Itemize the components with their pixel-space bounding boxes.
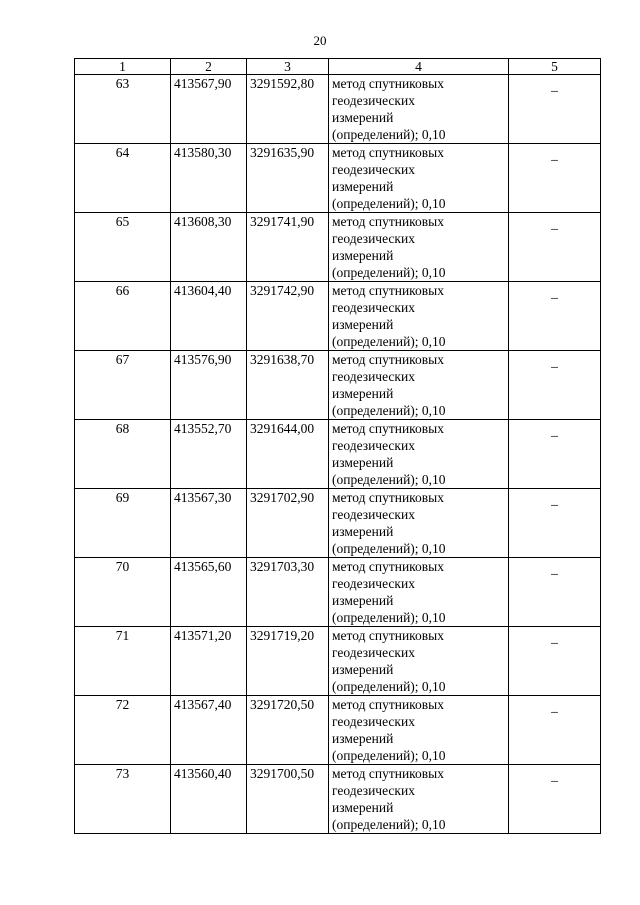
method-cell — [329, 213, 509, 282]
method-line: метод спутниковых — [332, 352, 444, 367]
method-line: геодезических — [332, 645, 415, 660]
method-line: (определений); 0,10 — [332, 679, 446, 694]
point-number-cell: 71 — [75, 627, 171, 696]
y-coordinate-cell: 3291635,90 — [247, 144, 329, 213]
point-number-cell: 67 — [75, 351, 171, 420]
note-cell — [509, 282, 601, 351]
method-line: геодезических — [332, 507, 415, 522]
x-coordinate-cell: 413571,20 — [171, 627, 247, 696]
point-number-cell: 70 — [75, 558, 171, 627]
method-line: измерений — [332, 110, 394, 125]
method-line: метод спутниковых — [332, 697, 444, 712]
method-cell — [329, 282, 509, 351]
method-line: (определений); 0,10 — [332, 127, 446, 142]
note-dash: _ — [551, 147, 558, 162]
note-cell — [509, 420, 601, 489]
column-header-1: 1 — [75, 59, 171, 75]
point-number-cell: 65 — [75, 213, 171, 282]
method-line: измерений — [332, 662, 394, 677]
y-coordinate-cell: 3291644,00 — [247, 420, 329, 489]
y-coordinate-cell: 3291720,50 — [247, 696, 329, 765]
x-coordinate-cell: 413552,70 — [171, 420, 247, 489]
point-number-cell: 69 — [75, 489, 171, 558]
note-dash: _ — [551, 285, 558, 300]
method-line: метод спутниковых — [332, 214, 444, 229]
column-header-4: 4 — [329, 59, 509, 75]
note-dash: _ — [551, 354, 558, 369]
x-coordinate-cell: 413604,40 — [171, 282, 247, 351]
note-cell — [509, 696, 601, 765]
note-cell — [509, 765, 601, 834]
note-cell — [509, 558, 601, 627]
x-coordinate-cell: 413608,30 — [171, 213, 247, 282]
method-line: метод спутниковых — [332, 76, 444, 91]
note-dash: _ — [551, 216, 558, 231]
point-number-cell: 66 — [75, 282, 171, 351]
note-cell — [509, 627, 601, 696]
y-coordinate-cell: 3291703,30 — [247, 558, 329, 627]
table-body — [75, 75, 601, 834]
method-line: геодезических — [332, 714, 415, 729]
coordinates-table — [74, 58, 601, 834]
method-line: метод спутниковых — [332, 559, 444, 574]
table-row — [75, 489, 601, 558]
table-row — [75, 627, 601, 696]
y-coordinate-cell: 3291742,90 — [247, 282, 329, 351]
y-coordinate-cell: 3291700,50 — [247, 765, 329, 834]
y-coordinate-cell: 3291702,90 — [247, 489, 329, 558]
note-dash: _ — [551, 768, 558, 783]
y-coordinate-cell: 3291638,70 — [247, 351, 329, 420]
note-dash: _ — [551, 78, 558, 93]
method-line: геодезических — [332, 369, 415, 384]
method-line: измерений — [332, 179, 394, 194]
x-coordinate-cell: 413576,90 — [171, 351, 247, 420]
method-line: (определений); 0,10 — [332, 817, 446, 832]
method-line: измерений — [332, 800, 394, 815]
x-coordinate-cell: 413565,60 — [171, 558, 247, 627]
method-line: метод спутниковых — [332, 490, 444, 505]
method-line: геодезических — [332, 300, 415, 315]
table-row — [75, 351, 601, 420]
method-line: измерений — [332, 731, 394, 746]
method-line: (определений); 0,10 — [332, 265, 446, 280]
method-cell — [329, 75, 509, 144]
note-dash: _ — [551, 423, 558, 438]
y-coordinate-cell: 3291719,20 — [247, 627, 329, 696]
method-line: геодезических — [332, 162, 415, 177]
method-cell — [329, 765, 509, 834]
point-number-cell: 64 — [75, 144, 171, 213]
note-dash: _ — [551, 699, 558, 714]
method-line: измерений — [332, 455, 394, 470]
note-cell — [509, 351, 601, 420]
column-header-5: 5 — [509, 59, 601, 75]
method-line: (определений); 0,10 — [332, 748, 446, 763]
note-cell — [509, 213, 601, 282]
method-line: метод спутниковых — [332, 628, 444, 643]
x-coordinate-cell: 413580,30 — [171, 144, 247, 213]
note-cell — [509, 144, 601, 213]
column-header-3: 3 — [247, 59, 329, 75]
method-line: (определений); 0,10 — [332, 541, 446, 556]
method-line: геодезических — [332, 93, 415, 108]
method-line: измерений — [332, 524, 394, 539]
method-cell — [329, 696, 509, 765]
y-coordinate-cell: 3291741,90 — [247, 213, 329, 282]
method-cell — [329, 144, 509, 213]
method-line: (определений); 0,10 — [332, 196, 446, 211]
y-coordinate-cell: 3291592,80 — [247, 75, 329, 144]
method-line: геодезических — [332, 783, 415, 798]
method-cell — [329, 351, 509, 420]
method-line: (определений); 0,10 — [332, 403, 446, 418]
note-cell — [509, 489, 601, 558]
x-coordinate-cell: 413567,90 — [171, 75, 247, 144]
method-line: геодезических — [332, 576, 415, 591]
method-line: геодезических — [332, 438, 415, 453]
method-line: геодезических — [332, 231, 415, 246]
method-cell — [329, 489, 509, 558]
table-row — [75, 144, 601, 213]
table-header-row — [75, 59, 601, 75]
method-line: метод спутниковых — [332, 766, 444, 781]
x-coordinate-cell: 413567,40 — [171, 696, 247, 765]
point-number-cell: 72 — [75, 696, 171, 765]
method-line: метод спутниковых — [332, 145, 444, 160]
method-line: метод спутниковых — [332, 421, 444, 436]
page-number: 20 — [313, 33, 327, 48]
table-row — [75, 696, 601, 765]
note-dash: _ — [551, 630, 558, 645]
note-dash: _ — [551, 492, 558, 507]
table-row — [75, 420, 601, 489]
method-line: (определений); 0,10 — [332, 334, 446, 349]
x-coordinate-cell: 413567,30 — [171, 489, 247, 558]
table-row — [75, 558, 601, 627]
table-row — [75, 765, 601, 834]
table-row — [75, 282, 601, 351]
method-cell — [329, 627, 509, 696]
method-line: измерений — [332, 386, 394, 401]
note-cell — [509, 75, 601, 144]
table-row — [75, 213, 601, 282]
note-dash: _ — [551, 561, 558, 576]
method-line: измерений — [332, 248, 394, 263]
x-coordinate-cell: 413560,40 — [171, 765, 247, 834]
method-line: метод спутниковых — [332, 283, 444, 298]
point-number-cell: 63 — [75, 75, 171, 144]
point-number-cell: 73 — [75, 765, 171, 834]
method-cell — [329, 420, 509, 489]
point-number-cell: 68 — [75, 420, 171, 489]
method-line: (определений); 0,10 — [332, 610, 446, 625]
method-line: измерений — [332, 317, 394, 332]
column-header-2: 2 — [171, 59, 247, 75]
method-line: (определений); 0,10 — [332, 472, 446, 487]
method-line: измерений — [332, 593, 394, 608]
method-cell — [329, 558, 509, 627]
table-row — [75, 75, 601, 144]
